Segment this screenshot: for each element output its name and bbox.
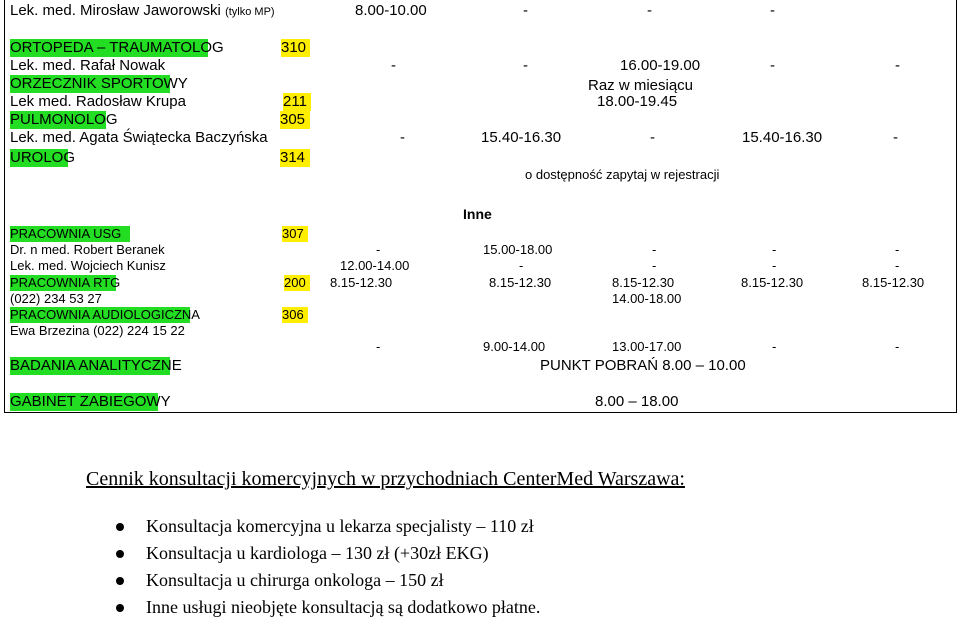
room-number: 306 (282, 307, 308, 323)
schedule-cell: 15.40-16.30 (481, 129, 562, 146)
schedule-cell: - (770, 2, 775, 19)
doctor-name: Lek. med. Wojciech Kunisz (10, 258, 166, 273)
phone-number: (022) 234 53 27 (10, 291, 102, 306)
schedule-cell: 15.40-16.30 (742, 129, 823, 146)
schedule-cell: 14.00-18.00 (612, 291, 682, 306)
schedule-cell: 16.00-19.00 (620, 57, 701, 74)
room-number: 307 (282, 226, 308, 242)
bullet-icon (116, 523, 124, 531)
schedule-cell: 8.15-12.30 (741, 275, 804, 290)
schedule-cell: 8.15-12.30 (489, 275, 552, 290)
bullet-icon (116, 604, 124, 612)
schedule-cell: 15.00-18.00 (483, 242, 553, 257)
list-item: Inne usługi nieobjęte konsultacją są dodatkowo płatne. (110, 595, 540, 622)
schedule-cell: - (895, 242, 900, 257)
schedule-cell: - (893, 129, 898, 146)
section-header: Inne (463, 206, 492, 222)
specialty-label: PULMONOLOG (10, 111, 118, 128)
specialty-label: ORZECZNIK SPORTOWY (10, 75, 188, 92)
price-list (110, 514, 540, 622)
specialty-label: UROLOG (10, 149, 76, 166)
availability-note: o dostępność zapytaj w rejestracji (525, 167, 720, 182)
schedule-cell: 8.15-12.30 (862, 275, 925, 290)
schedule-cell: - (519, 258, 524, 273)
schedule-cell: Raz w miesiącu (588, 77, 694, 94)
schedule-cell: - (770, 57, 775, 74)
schedule-cell: 8.00-10.00 (355, 2, 427, 19)
doctor-name: Dr. n med. Robert Beranek (10, 242, 165, 257)
bullet-icon (116, 550, 124, 558)
room-number: 314 (280, 149, 310, 167)
schedule-cell: - (400, 129, 405, 146)
list-item: Konsultacja komercyjna u lekarza specjalisty – 110 zł (110, 514, 540, 541)
specialty-label: ORTOPEDA – TRAUMATOLOG (10, 39, 224, 56)
schedule-cell: - (523, 2, 528, 19)
specialty-label: PRACOWNIA USG (10, 226, 130, 242)
doctor-name: Lek med. Radosław Krupa (10, 93, 186, 110)
bullet-icon (116, 577, 124, 585)
schedule-cell: - (647, 2, 652, 19)
schedule-cell: 12.00-14.00 (340, 258, 410, 273)
schedule-cell: - (652, 258, 657, 273)
list-item: Konsultacja u kardiologa – 130 zł (+30zł EKG) (110, 541, 540, 568)
specialty-label: BADANIA ANALITYCZNE (10, 357, 182, 374)
room-number: 211 (283, 93, 311, 111)
room-number: 305 (280, 111, 310, 129)
schedule-cell: - (650, 129, 655, 146)
list-item: Konsultacja u chirurga onkologa – 150 zł (110, 568, 540, 595)
schedule-cell: - (376, 242, 381, 257)
schedule-cell: 8.15-12.30 (612, 275, 675, 290)
schedule-cell: - (772, 242, 777, 257)
schedule-cell: - (895, 57, 900, 74)
schedule-cell: - (895, 339, 900, 354)
procedure-hours: 8.00 – 18.00 (595, 393, 679, 410)
room-number: 200 (284, 275, 310, 291)
room-number: 310 (281, 39, 310, 57)
schedule-cell: 9.00-14.00 (483, 339, 546, 354)
schedule-cell: - (391, 57, 396, 74)
schedule-cell: - (772, 339, 777, 354)
price-list-title: Cennik konsultacji komercyjnych w przychodniach CenterMed Warszawa: (86, 468, 685, 490)
schedule-cell: - (376, 339, 381, 354)
schedule-cell: 8.15-12.30 (330, 275, 393, 290)
specialty-label: GABINET ZABIEGOWY (10, 393, 171, 410)
specialty-label: PRACOWNIA AUDIOLOGICZNA (10, 307, 200, 322)
contact-person: Ewa Brzezina (022) 224 15 22 (10, 323, 185, 338)
schedule-cell: 18.00-19.45 (597, 93, 678, 110)
schedule-cell: - (772, 258, 777, 273)
doctor-name: Lek. med. Rafał Nowak (10, 57, 166, 74)
schedule-cell: - (523, 57, 528, 74)
schedule-cell: 13.00-17.00 (612, 339, 682, 354)
schedule-cell: - (895, 258, 900, 273)
doctor-name: Lek. med. Mirosław Jaworowski (tylko MP) (10, 2, 275, 19)
collection-hours: PUNKT POBRAŃ 8.00 – 10.00 (540, 357, 746, 374)
doctor-name: Lek. med. Agata Świątecka Baczyńska (10, 129, 268, 146)
schedule-cell: - (652, 242, 657, 257)
specialty-label: PRACOWNIA RTG (10, 275, 121, 290)
